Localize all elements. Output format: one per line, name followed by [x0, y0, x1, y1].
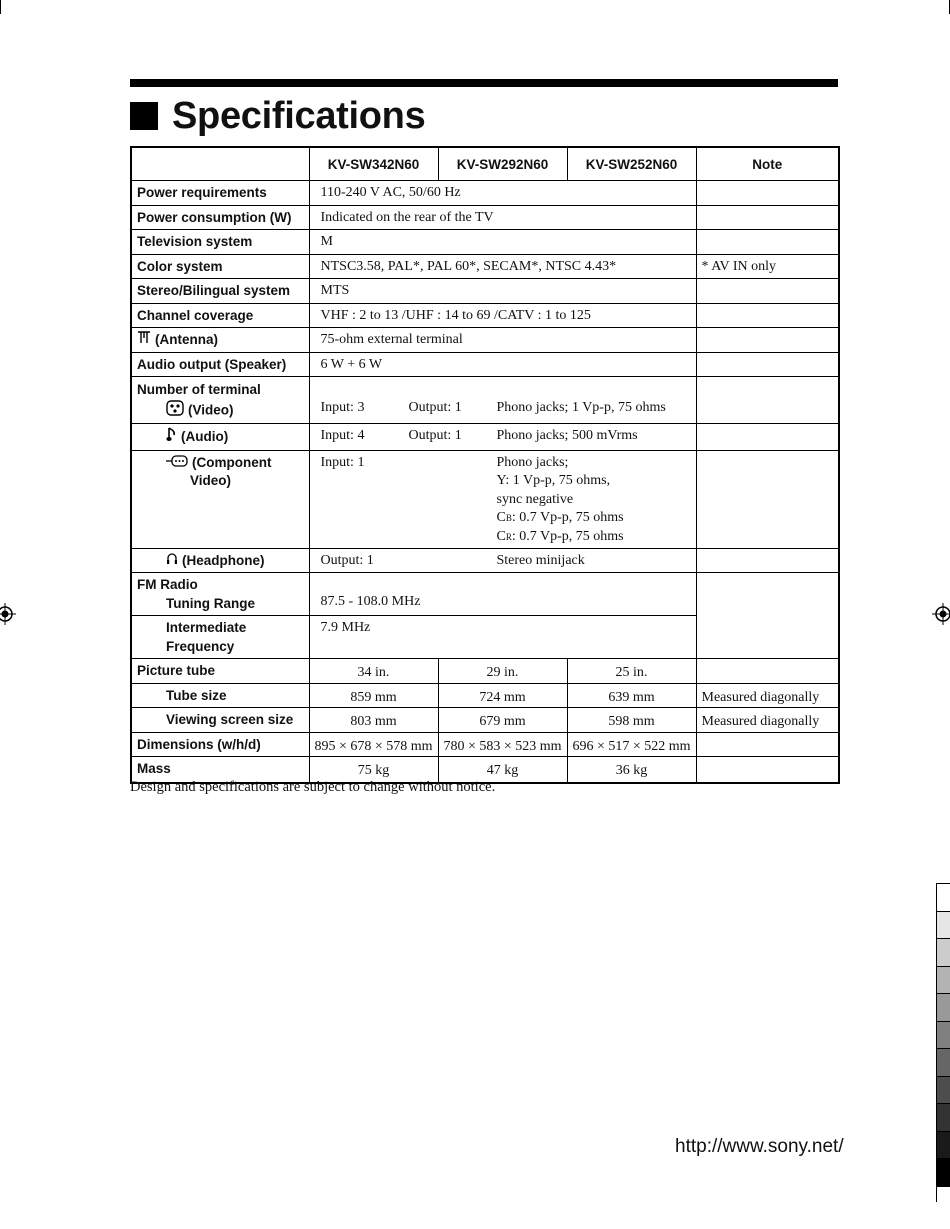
table-row-picture-tube — [131, 659, 839, 684]
heading-square-icon — [130, 102, 158, 130]
headphone-output: Output: 1 — [320, 552, 374, 568]
component-video-icon — [166, 454, 188, 473]
page-title: Specifications — [172, 94, 426, 137]
audio-label-cell — [131, 424, 309, 451]
row-value: NTSC3.58, PAL*, PAL 60*, SECAM*, NTSC 4.43* — [309, 254, 696, 279]
row-label: Dimensions (w/h/d) — [131, 732, 309, 757]
gray-scale-swatch — [937, 939, 950, 967]
url-text: http://www.sony.net/ — [675, 1136, 844, 1157]
row-note — [696, 230, 839, 255]
cr-prefix: C — [496, 528, 506, 544]
row-note — [696, 328, 839, 353]
headphone-values — [309, 548, 696, 573]
table-row — [131, 352, 839, 377]
cell-model-3: 598 mm — [567, 708, 696, 733]
cb-value: : 0.7 Vp-p, 75 ohms — [511, 510, 624, 526]
headphone-label-cell — [131, 548, 309, 573]
fm-label-cell — [131, 573, 309, 616]
cr-sub: R — [505, 531, 512, 542]
component-desc-5 — [497, 528, 624, 547]
row-note — [696, 573, 839, 659]
table-row-terminal-video — [131, 377, 839, 424]
headphone-desc: Stereo minijack — [496, 552, 585, 568]
row-value: M — [309, 230, 696, 255]
header-note: Note — [696, 147, 839, 181]
component-desc-3: sync negative — [496, 491, 574, 507]
video-label-wrap — [137, 400, 304, 422]
table-row-fm-tuning — [131, 573, 839, 616]
component-desc — [497, 454, 624, 547]
table-row — [131, 181, 839, 206]
row-note — [696, 424, 839, 451]
row-value: VHF : 2 to 13 /UHF : 14 to 69 /CATV : 1 to 125 — [309, 303, 696, 328]
gray-scale-swatch — [937, 967, 950, 995]
table-row-tube-size — [131, 683, 839, 708]
row-note — [696, 548, 839, 573]
gray-scale-strip — [936, 883, 950, 1202]
video-values — [309, 377, 696, 424]
table-row-terminal-headphone — [131, 548, 839, 573]
row-label: Tube size — [131, 683, 309, 708]
cb-sub: B — [505, 513, 512, 524]
fm-tuning-label: Tuning Range — [166, 595, 255, 611]
component-desc-4 — [497, 509, 624, 528]
gray-scale-swatch — [937, 1022, 950, 1050]
cell-model-3: 25 in. — [567, 659, 696, 684]
audio-values — [309, 424, 696, 451]
registration-mark-left-icon — [0, 603, 16, 625]
table-row — [131, 254, 839, 279]
row-note — [696, 757, 839, 783]
row-note — [696, 303, 839, 328]
component-desc-1: Phono jacks; — [496, 454, 569, 470]
row-label: Stereo/Bilingual system — [131, 279, 309, 304]
spec-table — [130, 146, 840, 784]
row-note — [696, 352, 839, 377]
row-label: Audio output (Speaker) — [131, 352, 309, 377]
component-input: Input: 1 — [320, 454, 365, 470]
audio-label: (Audio) — [181, 429, 229, 444]
crop-mark-top-left-v — [0, 0, 1, 14]
row-note — [696, 205, 839, 230]
table-row — [131, 230, 839, 255]
component-label-cell — [131, 450, 309, 548]
video-input: Input: 3 — [320, 400, 365, 416]
page-heading — [130, 92, 425, 140]
gray-scale-swatch — [937, 1104, 950, 1132]
row-value: Indicated on the rear of the TV — [309, 205, 696, 230]
heading-rule — [130, 79, 838, 87]
cr-value: : 0.7 Vp-p, 75 ohms — [511, 528, 624, 544]
video-output: Output: 1 — [408, 400, 462, 416]
row-label: Color system — [131, 254, 309, 279]
header-row — [131, 147, 839, 181]
row-label: Viewing screen size — [131, 708, 309, 733]
component-label-1: (Component — [192, 454, 272, 470]
row-label: Mass — [131, 757, 309, 783]
audio-note-icon — [166, 427, 177, 448]
registration-mark-right-icon — [932, 603, 950, 625]
table-row — [131, 328, 839, 353]
terminal-group-label: Number of terminal — [137, 382, 261, 398]
video-icon — [166, 400, 184, 422]
cell-model-1: 859 mm — [309, 683, 438, 708]
antenna-icon — [137, 331, 151, 350]
row-label: Television system — [131, 230, 309, 255]
header-blank — [131, 147, 309, 181]
gray-scale-swatch — [937, 994, 950, 1022]
row-note: Measured diagonally — [696, 708, 839, 733]
cell-model-2: 724 mm — [438, 683, 567, 708]
fm-if-value: 7.9 MHz — [309, 616, 696, 659]
row-note — [696, 450, 839, 548]
headphone-label: (Headphone) — [182, 552, 265, 568]
cell-model-2: 679 mm — [438, 708, 567, 733]
table-row-terminal-audio — [131, 424, 839, 451]
row-value: MTS — [309, 279, 696, 304]
row-note — [696, 279, 839, 304]
row-note: Measured diagonally — [696, 683, 839, 708]
cell-model-3: 36 kg — [567, 757, 696, 783]
row-value: 75-ohm external terminal — [309, 328, 696, 353]
cell-model-2: 780 × 583 × 523 mm — [438, 732, 567, 757]
footnote: Design and specifications are subject to change without notice. — [130, 779, 496, 795]
gray-scale-swatch — [937, 1132, 950, 1160]
cell-model-3: 696 × 517 × 522 mm — [567, 732, 696, 757]
cell-model-2: 47 kg — [438, 757, 567, 783]
component-desc-2: Y: 1 Vp-p, 75 ohms, — [496, 473, 611, 489]
component-label-2: Video) — [190, 473, 232, 489]
cell-model-3: 639 mm — [567, 683, 696, 708]
header-model-1: KV-SW342N60 — [309, 147, 438, 181]
fm-if-label-1: Intermediate — [166, 620, 247, 636]
table-row-viewing-size — [131, 708, 839, 733]
row-note — [696, 181, 839, 206]
audio-output: Output: 1 — [408, 428, 462, 444]
antenna-label: (Antenna) — [155, 332, 218, 347]
row-note — [696, 377, 839, 424]
video-desc: Phono jacks; 1 Vp-p, 75 ohms — [496, 400, 666, 416]
table-row-dimensions — [131, 732, 839, 757]
gray-scale-swatch — [937, 1049, 950, 1077]
headphone-icon — [166, 552, 178, 571]
row-label: Power consumption (W) — [131, 205, 309, 230]
row-label: Picture tube — [131, 659, 309, 684]
table-row — [131, 303, 839, 328]
gray-scale-swatch — [937, 884, 950, 912]
terminal-label-cell — [131, 377, 309, 424]
cell-model-1: 34 in. — [309, 659, 438, 684]
header-model-3: KV-SW252N60 — [567, 147, 696, 181]
fm-if-label — [131, 616, 309, 659]
row-note: * AV IN only — [696, 254, 839, 279]
cell-model-2: 29 in. — [438, 659, 567, 684]
table-row-terminal-component — [131, 450, 839, 548]
table-row — [131, 205, 839, 230]
gray-scale-swatch — [937, 1159, 950, 1187]
table-row — [131, 279, 839, 304]
row-label: Power requirements — [131, 181, 309, 206]
fm-tuning-value: 87.5 - 108.0 MHz — [309, 573, 696, 616]
gray-scale-swatch — [937, 912, 950, 940]
fm-label: FM Radio — [137, 577, 198, 593]
row-note — [696, 732, 839, 757]
audio-input: Input: 4 — [320, 428, 365, 444]
fm-if-label-2: Frequency — [166, 638, 235, 654]
row-value: 6 W + 6 W — [309, 352, 696, 377]
component-values — [309, 450, 696, 548]
cell-model-1: 75 kg — [309, 757, 438, 783]
cb-prefix: C — [496, 510, 506, 526]
audio-desc: Phono jacks; 500 mVrms — [496, 428, 638, 444]
cell-model-1: 895 × 678 × 578 mm — [309, 732, 438, 757]
row-label: Channel coverage — [131, 303, 309, 328]
cell-model-1: 803 mm — [309, 708, 438, 733]
header-model-2: KV-SW292N60 — [438, 147, 567, 181]
video-label: (Video) — [188, 402, 234, 417]
row-value: 110-240 V AC, 50/60 Hz — [309, 181, 696, 206]
gray-scale-swatch — [937, 1077, 950, 1105]
row-note — [696, 659, 839, 684]
row-label-antenna — [131, 328, 309, 353]
